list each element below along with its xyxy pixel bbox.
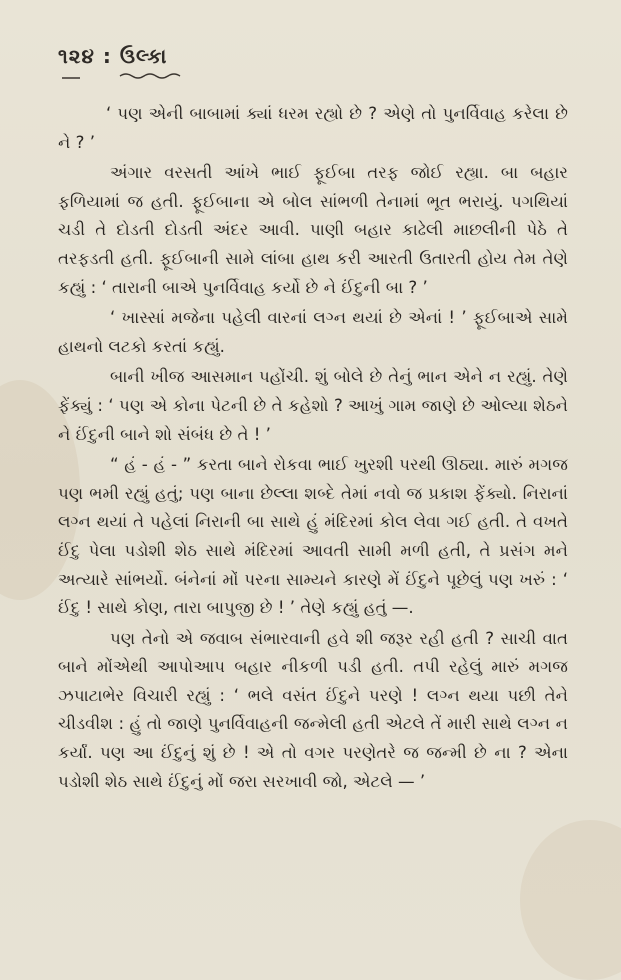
header-separator: : <box>102 44 112 68</box>
paragraph: ‘ પણ એની બાબામાં ક્યાં ધરમ રહ્યો છે ? એણે તો પુનર્વિવાહ કરેલા છે ને ? ’ <box>58 104 568 152</box>
page-body <box>58 100 568 798</box>
page-number: ૧૨૪ <box>58 44 95 68</box>
paragraph: બાની ખીજ આસમાન પહોંચી. શું બોલે છે તેનું ભાન એને ન રહ્યું. તેણે ફેંક્યું : ‘ પણ એ કોના પેટની છે તે કહેશો ? આખું ગામ જાણે છે ઓલ્યા શેઠને ને ઈંદુની બાને શો સંબંધ છે તે ! ’ <box>58 367 568 444</box>
paper-stain <box>520 820 621 980</box>
running-header <box>58 44 167 68</box>
paragraph: પણ તેનો એ જવાબ સંભારવાની હવે શી જરૂર રહી હતી ? સાચી વાત બાને મોંએથી આપોઆપ બહાર નીકળી પડી હતી. તપી રહેલું મારું મગજ ઝપાટાભેર વિચારી રહ્યું : ‘ ભલે વસંત ઈંદુને પરણે ! લગ્ન થયા પછી તેને ચીડવીશ : હું તો જાણે પુનર્વિવાહની જન્મેલી હતી એટલે તેં મારી સાથે લગ્ન ન કર્યાં. પણ આ ઈંદુનું શું છે ! એ તો વગર પરણેતરે જ જન્મી છે ના ? એના પડોશી શેઠ સાથે ઈંદુનું મોં જરા સરખાવી જો, એટલે — ’ <box>58 628 568 791</box>
header-ornament <box>60 70 190 82</box>
running-title: ઉલ્કા <box>119 44 168 68</box>
paragraph: ‘ ખાસ્સાં મજેના પહેલી વારનાં લગ્ન થયાં છે એનાં ! ’ ફૂઈબાએ સામે હાથનો લટકો કરતાં કહ્યું. <box>58 308 568 356</box>
paragraph: અંગાર વરસતી આંખે ભાઈ ફૂઈબા તરફ જોઈ રહ્યા. બા બહાર ફળિયામાં જ હતી. ફૂઈબાના એ બોલ સાંભળી તેનામાં ભૂત ભરાયું. પગથિયાં ચડી તે દોડતી દોડતી અંદર આવી. પાણી બહાર કાઢેલી માછલીની પેઠે તે તરફડતી હતી. ફૂઈબાની સામે લાંબા હાથ કરી આરતી ઉતારતી હોય તેમ તેણે કહ્યું : ‘ તારાની બાએ પુનર્વિવાહ કર્યો છે ને ઈંદુની બા ? ’ <box>58 163 568 297</box>
paragraph: “ હં - હં - ” કરતા બાને રોકવા ભાઈ ખુરશી પરથી ઊઠ્યા. મારું મગજ પણ ભમી રહ્યું હતું; પણ બાના છેલ્લા શબ્દે તેમાં નવો જ પ્રકાશ ફેંક્યો. નિરાનાં લગ્ન થયાં તે પહેલાં નિરાની બા સાથે હું મંદિરમાં કોલ લેવા ગઈ હતી. તે વખતે ઈંદુ પેલા પડોશી શેઠ સાથે મંદિરમાં આવતી સામી મળી હતી, તે પ્રસંગ મને અત્યારે સાંભર્યો. બંનેનાં મોં પરના સામ્યને કારણે મેં ઈંદુને પૂછેલું પણ ખરું : ‘ ઈંદુ ! સાથે કોણ, તારા બાપુજી છે ! ’ તેણે કહ્યું હતું —. <box>58 455 568 618</box>
